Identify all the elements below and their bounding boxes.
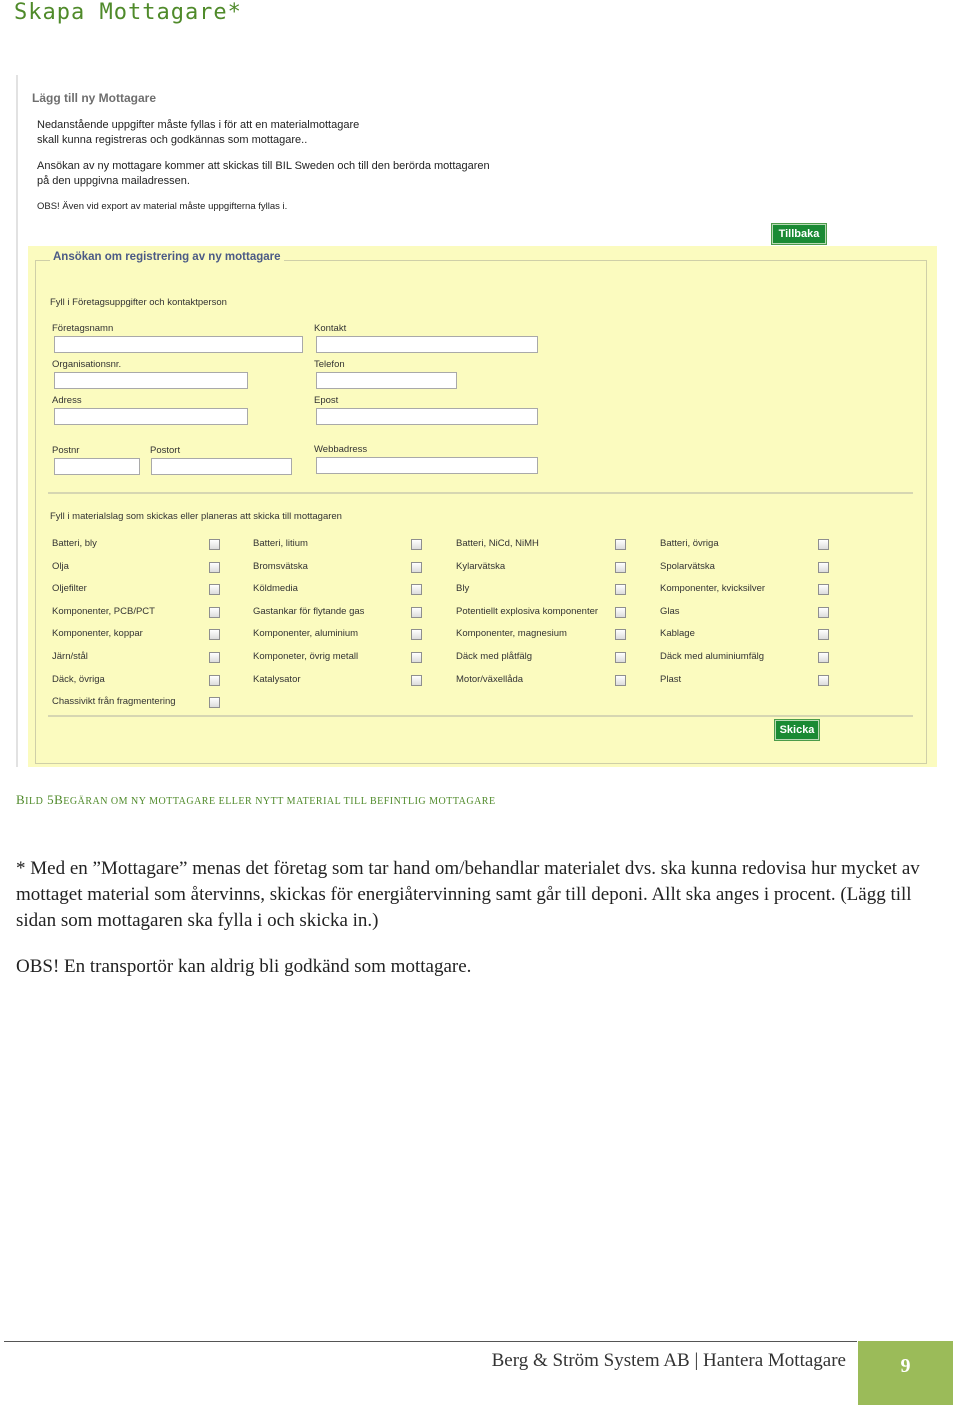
material-checkbox[interactable] — [615, 629, 626, 640]
website-input[interactable] — [316, 457, 538, 474]
zip-label: Postnr — [52, 445, 80, 456]
material-checkbox[interactable] — [411, 675, 422, 686]
material-label: Däck, övriga — [52, 673, 105, 685]
footer-text: Berg & Ström System AB | Hantera Mottagare — [491, 1350, 846, 1371]
material-label: Plast — [660, 673, 682, 685]
material-label: Komponenter, koppar — [52, 628, 143, 640]
material-checkbox[interactable] — [411, 539, 422, 550]
caption-rest: EGÄRAN OM NY MOTTAGARE ELLER NYTT MATERIAL TILL BEFINTLIG MOTTAGARE — [63, 796, 496, 807]
material-label: Komponenter, kvicksilver — [660, 583, 766, 595]
submit-button[interactable]: Skicka — [775, 720, 819, 740]
material-checkbox[interactable] — [818, 539, 829, 550]
city-input[interactable] — [151, 458, 292, 475]
material-checkbox[interactable] — [411, 562, 422, 573]
material-checkbox[interactable] — [411, 652, 422, 663]
material-checkbox[interactable] — [615, 562, 626, 573]
material-checkbox[interactable] — [411, 629, 422, 640]
material-label: Batteri, litium — [253, 538, 308, 549]
material-checkbox[interactable] — [411, 584, 422, 595]
phone-input[interactable] — [316, 372, 457, 389]
form-screenshot — [16, 75, 937, 767]
material-checkbox[interactable] — [615, 607, 626, 618]
footer-divider — [4, 1341, 857, 1342]
material-label: Batteri, NiCd, NiMH — [456, 538, 539, 549]
material-checkbox[interactable] — [209, 539, 220, 550]
intro-text-1: Nedanstående uppgifter måste fyllas i för att en materialmottagare — [37, 119, 360, 131]
material-label: Batteri, övriga — [660, 538, 719, 549]
material-label: Batteri, bly — [52, 538, 97, 549]
material-checkbox[interactable] — [209, 584, 220, 595]
company-section-hint: Fyll i Företagsuppgifter och kontaktperson — [50, 297, 227, 308]
material-checkbox[interactable] — [209, 607, 220, 618]
material-label: Motor/växellåda — [456, 673, 524, 685]
company-name-input[interactable] — [54, 336, 303, 353]
intro-text-4: på den uppgivna mailadressen. — [37, 175, 190, 187]
phone-label: Telefon — [314, 359, 345, 370]
material-checkbox[interactable] — [615, 584, 626, 595]
registration-fieldset — [35, 251, 927, 764]
contact-input[interactable] — [316, 336, 538, 353]
address-input[interactable] — [54, 408, 248, 425]
definition-paragraph: * Med en ”Mottagare” menas det företag som tar hand om/behandlar materialet dvs. ska kunna redovisa hur mycket av mottaget material som återvinns, skickas för energiåtervinning samt går till deponi. Allt ska anges i procent. (Lägg till sidan som mottagaren ska fylla i och skicka in.) — [16, 858, 920, 931]
intro-text-3: Ansökan av ny mottagare kommer att skickas till BIL Sweden och till den berörda mottagaren — [37, 160, 490, 172]
material-label: Olja — [52, 560, 69, 572]
registration-panel — [28, 246, 937, 767]
material-checkbox[interactable] — [818, 629, 829, 640]
material-label: Spolarvätska — [660, 560, 715, 572]
intro-text-2: skall kunna registreras och godkännas som mottagare.. — [37, 134, 308, 146]
material-checkbox[interactable] — [209, 562, 220, 573]
material-label: Chassivikt från fragmentering — [52, 696, 176, 708]
material-label: Köldmedia — [253, 583, 298, 595]
website-label: Webbadress — [314, 444, 368, 455]
material-checkbox[interactable] — [209, 697, 220, 708]
org-number-input[interactable] — [54, 372, 248, 389]
back-button[interactable]: Tillbaka — [772, 224, 826, 244]
material-label: Bromsvätska — [253, 560, 308, 572]
caption-number: 5 — [43, 792, 55, 807]
material-checkbox[interactable] — [818, 584, 829, 595]
material-checkbox[interactable] — [209, 629, 220, 640]
caption-initial-2: B — [54, 792, 64, 807]
material-label: Oljefilter — [52, 583, 87, 595]
material-label: Däck med aluminiumfälg — [660, 651, 765, 662]
material-label: Komponeter, övrig metall — [253, 651, 359, 662]
zip-input[interactable] — [54, 458, 140, 475]
org-number-label: Organisationsnr. — [52, 359, 122, 370]
material-checkbox[interactable] — [209, 675, 220, 686]
fieldset-legend: Ansökan om registrering av ny mottagare — [50, 251, 284, 263]
email-input[interactable] — [316, 408, 538, 425]
material-label: Däck med plåtfälg — [456, 651, 533, 662]
city-label: Postort — [150, 445, 181, 456]
material-label: Komponenter, magnesium — [456, 628, 567, 640]
section-divider — [48, 492, 913, 494]
material-label: Kylarvätska — [456, 560, 506, 572]
form-page-title: Lägg till ny Mottagare — [32, 91, 157, 105]
company-name-label: Företagsnamn — [52, 323, 114, 334]
material-label: Komponenter, aluminium — [253, 628, 359, 640]
material-label: Gastankar för flytande gas — [253, 605, 365, 617]
material-label: Potentiellt explosiva komponenter — [456, 605, 599, 617]
contact-label: Kontakt — [314, 323, 347, 334]
page-number: 9 — [858, 1341, 953, 1405]
bottom-divider — [48, 715, 913, 717]
intro-notice: OBS! Även vid export av material måste uppgifterna fyllas i. — [37, 201, 288, 212]
material-checkbox[interactable] — [818, 675, 829, 686]
caption-initial: B — [16, 792, 26, 807]
document-title: Skapa Mottagare* — [14, 0, 242, 25]
email-label: Epost — [314, 395, 339, 406]
material-label: Bly — [456, 583, 470, 595]
caption-word: ILD — [25, 796, 44, 807]
notice-paragraph: OBS! En transportör kan aldrig bli godkänd som mottagare. — [16, 956, 472, 977]
material-checkbox[interactable] — [411, 607, 422, 618]
material-checkbox[interactable] — [615, 539, 626, 550]
material-label: Katalysator — [253, 673, 301, 685]
material-checkbox[interactable] — [615, 652, 626, 663]
address-label: Adress — [52, 395, 82, 406]
material-checkbox[interactable] — [818, 562, 829, 573]
material-checkbox[interactable] — [615, 675, 626, 686]
materials-section-hint: Fyll i materialslag som skickas eller planeras att skicka till mottagaren — [50, 511, 342, 522]
material-checkbox[interactable] — [818, 607, 829, 618]
material-checkbox[interactable] — [818, 652, 829, 663]
material-label: Kablage — [660, 628, 695, 640]
material-label: Järn/stål — [52, 651, 88, 662]
material-label: Komponenter, PCB/PCT — [52, 605, 155, 617]
material-label: Glas — [660, 605, 680, 617]
material-checkbox[interactable] — [209, 652, 220, 663]
figure-caption — [16, 792, 496, 808]
